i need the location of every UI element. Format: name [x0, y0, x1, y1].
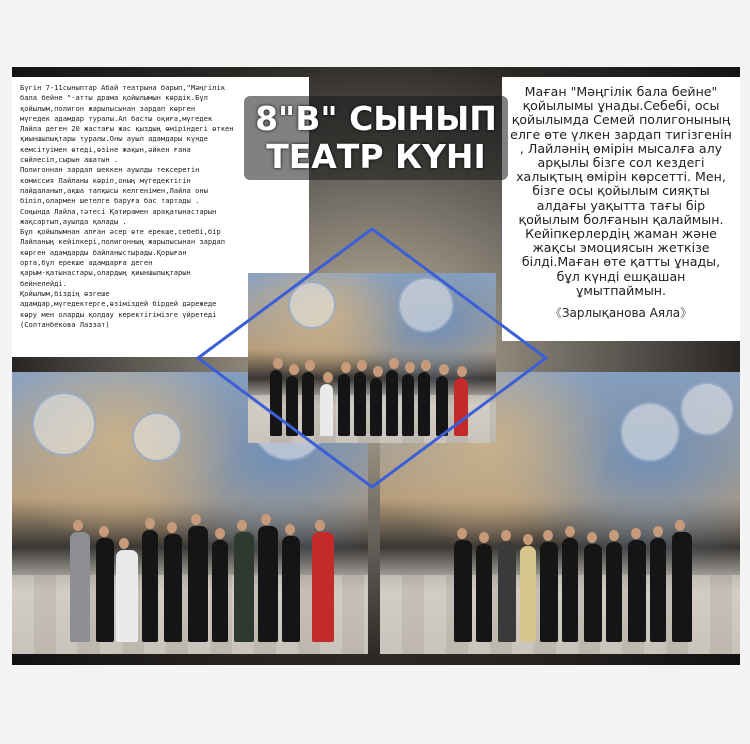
page-title	[244, 96, 508, 180]
title-line-1: 8"В" СЫНЫП	[255, 99, 497, 138]
review-right-signature: 《Зарлықанова Аяла》	[549, 306, 693, 321]
group-photo-center	[248, 273, 496, 443]
review-text-left: Бүгін 7-11сыныптар Абай театрына барып,"Мәңгілік бала бейне "-атты драма қойылымын көрдік.Бұл қойылым,полигон жарылысынан зардап көрген мүгедек адамдар туралы.Ал басты оқиға,мүгедек Лайла деген 20 жастағы жас қыздың өміріндегі өткен қиыншылықтары туралы.Оны ауыл адамдары күнде кемсітуімен өтеді,өзіне жақын,әйкен ғана сөйлесіп,сырын ашатын . Полигоннан зардап шеккен ауылды тексеретін комиссия Лайланы көріп,оның мүгедектігін пайдаланып,ақша тапқысы келгенімен,Лайла оны біліп,олармен шетелге баруға бас тартады . Соңында Лайла,тәтесі Қатирамен арақатынастарын жақсартып,ауылда қалады . Бұл қойылымнан алған әсер өте ерекше,себебі,бір Лайланың кейіпкері,полигонның жарылысынан зардап көрген адамдарды байланыстырады.Қорыған орта,бұл ерекше адамдарға деген қарым-қатынастары,олардың қиыншылықтарын бейнелейді. Қойылым,біздің өзгеше адамдар,мүгедектерге,өзіміздей бірдей дәрежеде көру мен оларды қолдау керектігімізге үйретеді (Солтанбекова Лаззат)	[12, 77, 309, 357]
photo-collage	[12, 67, 740, 665]
title-line-2: ТЕАТР КҮНІ	[266, 137, 486, 176]
review-text-right	[502, 77, 740, 341]
review-right-body: Маған "Мәңгілік бала бейне" қойылымы ұнады.Себебі, осы қойылымда Семей полигонының елге өте үлкен зардап тигізгенін , Лайләнің өмірін мысалға алу арқылы бізге сол кездегі халықтың өмірін көрсетті. Мен, бізге осы қойылым сияқты алдағы уақытта тағы бір қойылым болғанын қалаймын. Кейіпкерлердің жаман және жақсы эмоциясын жеткізе білді.Маған өте қатты ұнады, бұл күнді ешқашан ұмытпаймын.	[510, 84, 732, 298]
